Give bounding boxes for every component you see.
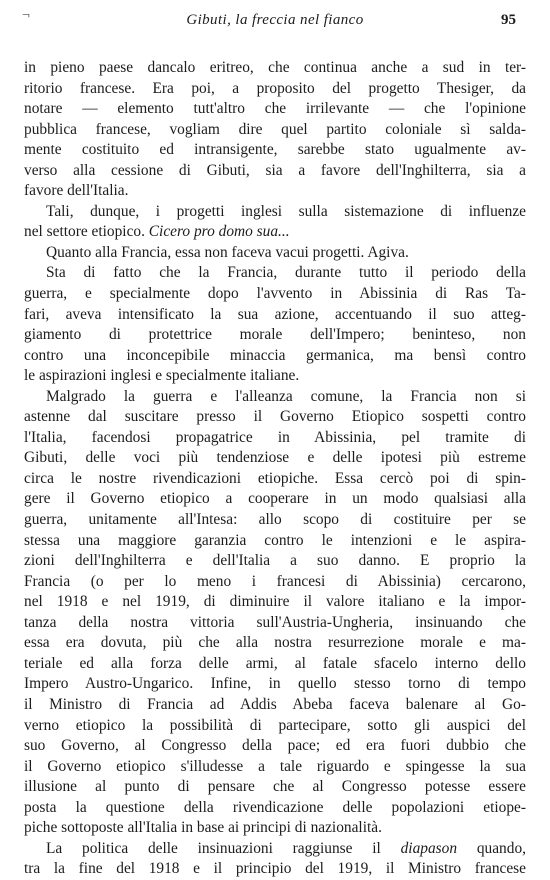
text-line-content: La politica delle insinuazioni raggiunse il: [46, 839, 401, 857]
text-line: [24, 120, 526, 141]
text-line-content: stessa una maggiore garanzia contro le intenzioni e le aspira-: [24, 531, 526, 549]
text-line: [24, 531, 526, 552]
text-line: [24, 510, 526, 531]
text-line-content: Gibuti, delle voci più tendenziose e delle ipotesi più estreme: [24, 449, 526, 467]
page-number: 95: [501, 12, 516, 28]
text-line-content: gere il Governo etiopico a cooperare in un modo qualsiasi alla: [24, 490, 526, 508]
text-line-content: favore dell'Italia.: [24, 182, 129, 200]
margin-mark: ¬: [22, 8, 30, 23]
text-line: [24, 222, 526, 243]
text-line: [24, 428, 526, 449]
text-line-tail: quando,: [457, 839, 526, 857]
text-line: [24, 613, 526, 634]
page-body-text: [24, 58, 526, 880]
text-line-content: illusione al punto di pensare che al Congresso potesse essere: [24, 778, 526, 796]
text-line-content: l'Italia, facendosi propagatrice in Abissinia, pel tramite di: [24, 428, 526, 446]
running-title: Gibuti, la freccia nel fianco: [186, 12, 364, 28]
text-line: [24, 181, 526, 202]
text-line: [24, 79, 526, 100]
text-line: [24, 654, 526, 675]
text-line-content: teriale ed alla forza delle armi, al fatale sfacelo interno dello: [24, 654, 526, 672]
text-line: [24, 859, 526, 880]
text-line: [24, 305, 526, 326]
text-line: [24, 407, 526, 428]
text-line-content: piche sottoposte all'Italia in base ai principi di nazionalità.: [24, 819, 382, 837]
text-line-content: il Governo etiopico s'illudesse a tale riguardo e spingesse la sua: [24, 757, 526, 775]
text-line: [24, 695, 526, 716]
text-line-content: tanza della nostra vittoria sull'Austria-Ungheria, insinuando che: [24, 613, 526, 631]
text-line: [24, 572, 526, 593]
text-line: [24, 346, 526, 367]
text-line: [24, 202, 526, 223]
text-line-content: Malgrado la guerra e l'alleanza comune, la Francia non si: [46, 387, 526, 405]
text-line: [24, 448, 526, 469]
text-line: [24, 284, 526, 305]
text-line-content: verno etiopico la possibilità di partecipare, sotto gli auspici del: [24, 716, 526, 734]
text-line-content: Impero Austro-Ungarico. Infine, in quello stesso torno di tempo: [24, 675, 526, 693]
text-line-content: essa era dovuta, più che alla nostra resurrezione morale e ma-: [24, 634, 526, 652]
text-line: [24, 716, 526, 737]
text-line-content: le aspirazioni inglesi e specialmente italiane.: [24, 367, 300, 385]
text-line: [24, 469, 526, 490]
text-line: [24, 58, 526, 79]
text-line: [24, 839, 526, 860]
text-line: [24, 387, 526, 408]
text-line: [24, 798, 526, 819]
text-line-content: Quanto alla Francia, essa non faceva vacui progetti. Agiva.: [46, 243, 409, 261]
text-line-content: il Ministro di Francia ad Addis Abeba faceva balenare al Go-: [24, 695, 526, 713]
text-line-content: suo Governo, al Congresso della pace; ed era fuori dubbio che: [24, 737, 526, 755]
text-line-content: Sta di fatto che la Francia, durante tutto il periodo della: [46, 264, 526, 282]
text-line-content: mente costituito ed intransigente, sarebbe stato ugualmente av-: [24, 141, 526, 159]
text-line-content: guerra, unitamente all'Intesa: allo scopo di costituire per se: [24, 511, 526, 529]
text-line-content: Francia (o per lo meno i francesi di Abissinia) cercarono,: [24, 572, 526, 590]
text-line-content: giamento di protettrice morale dell'Impero; beninteso, non: [24, 326, 526, 344]
text-line: [24, 757, 526, 778]
text-line: [24, 592, 526, 613]
text-line-content: circa le nostre rivendicazioni etiopiche. Essa cercò poi di spin-: [24, 469, 526, 487]
text-line-content: Tali, dunque, i progetti inglesi sulla sistemazione di influenze: [46, 202, 526, 220]
text-line-content: guerra, e specialmente dopo l'avvento in Abissinia di Ras Ta-: [24, 285, 526, 303]
text-line-content: in pieno paese dancalo eritreo, che continua anche a sud in ter-: [24, 59, 526, 76]
text-line: [24, 366, 526, 387]
text-line-content: nel settore etiopico.: [24, 223, 149, 241]
text-line: [24, 140, 526, 161]
text-line-content: astenne dal suscitare presso il Governo Etiopico sospetti contro: [24, 408, 526, 426]
text-line-content: pubblica francese, vogliam dire quel partito coloniale sì salda-: [24, 120, 526, 138]
text-line-content: posta la questione della rivendicazione delle popolazioni etiope-: [24, 798, 526, 816]
text-line: [24, 325, 526, 346]
italic-phrase: diapason: [400, 839, 458, 857]
text-line: [24, 243, 526, 264]
text-line: [24, 777, 526, 798]
text-line-content: ritorio francese. Era poi, a proposito del progetto Thesiger, da: [24, 79, 526, 97]
text-line-content: nel 1918 e nel 1919, di diminuire il valore italiano e la impor-: [24, 593, 526, 611]
text-line: [24, 489, 526, 510]
text-line-content: verso alla cessione di Gibuti, sia a favore dell'Inghilterra, sia a: [24, 161, 526, 179]
text-line: [24, 633, 526, 654]
text-line-content: fari, aveva intensificato la sua azione, accentuando il suo atteg-: [24, 305, 526, 323]
text-line-content: tra la fine del 1918 e il principio del 1919, il Ministro francese: [24, 860, 526, 878]
text-line: [24, 99, 526, 120]
text-line: [24, 736, 526, 757]
text-line-content: contro una inconcepibile minaccia germanica, ma bensì contro: [24, 346, 526, 364]
italic-phrase: Cicero pro domo sua...: [148, 223, 290, 241]
text-line-content: notare — elemento tutt'altro che irrilevante — che l'opinione: [24, 100, 526, 118]
text-line: [24, 263, 526, 284]
text-line: [24, 161, 526, 182]
text-line: [24, 674, 526, 695]
running-header: [0, 8, 550, 34]
text-line-content: zioni dell'Inghilterra e dell'Italia a suo danno. E proprio la: [24, 552, 526, 570]
text-line: [24, 551, 526, 572]
